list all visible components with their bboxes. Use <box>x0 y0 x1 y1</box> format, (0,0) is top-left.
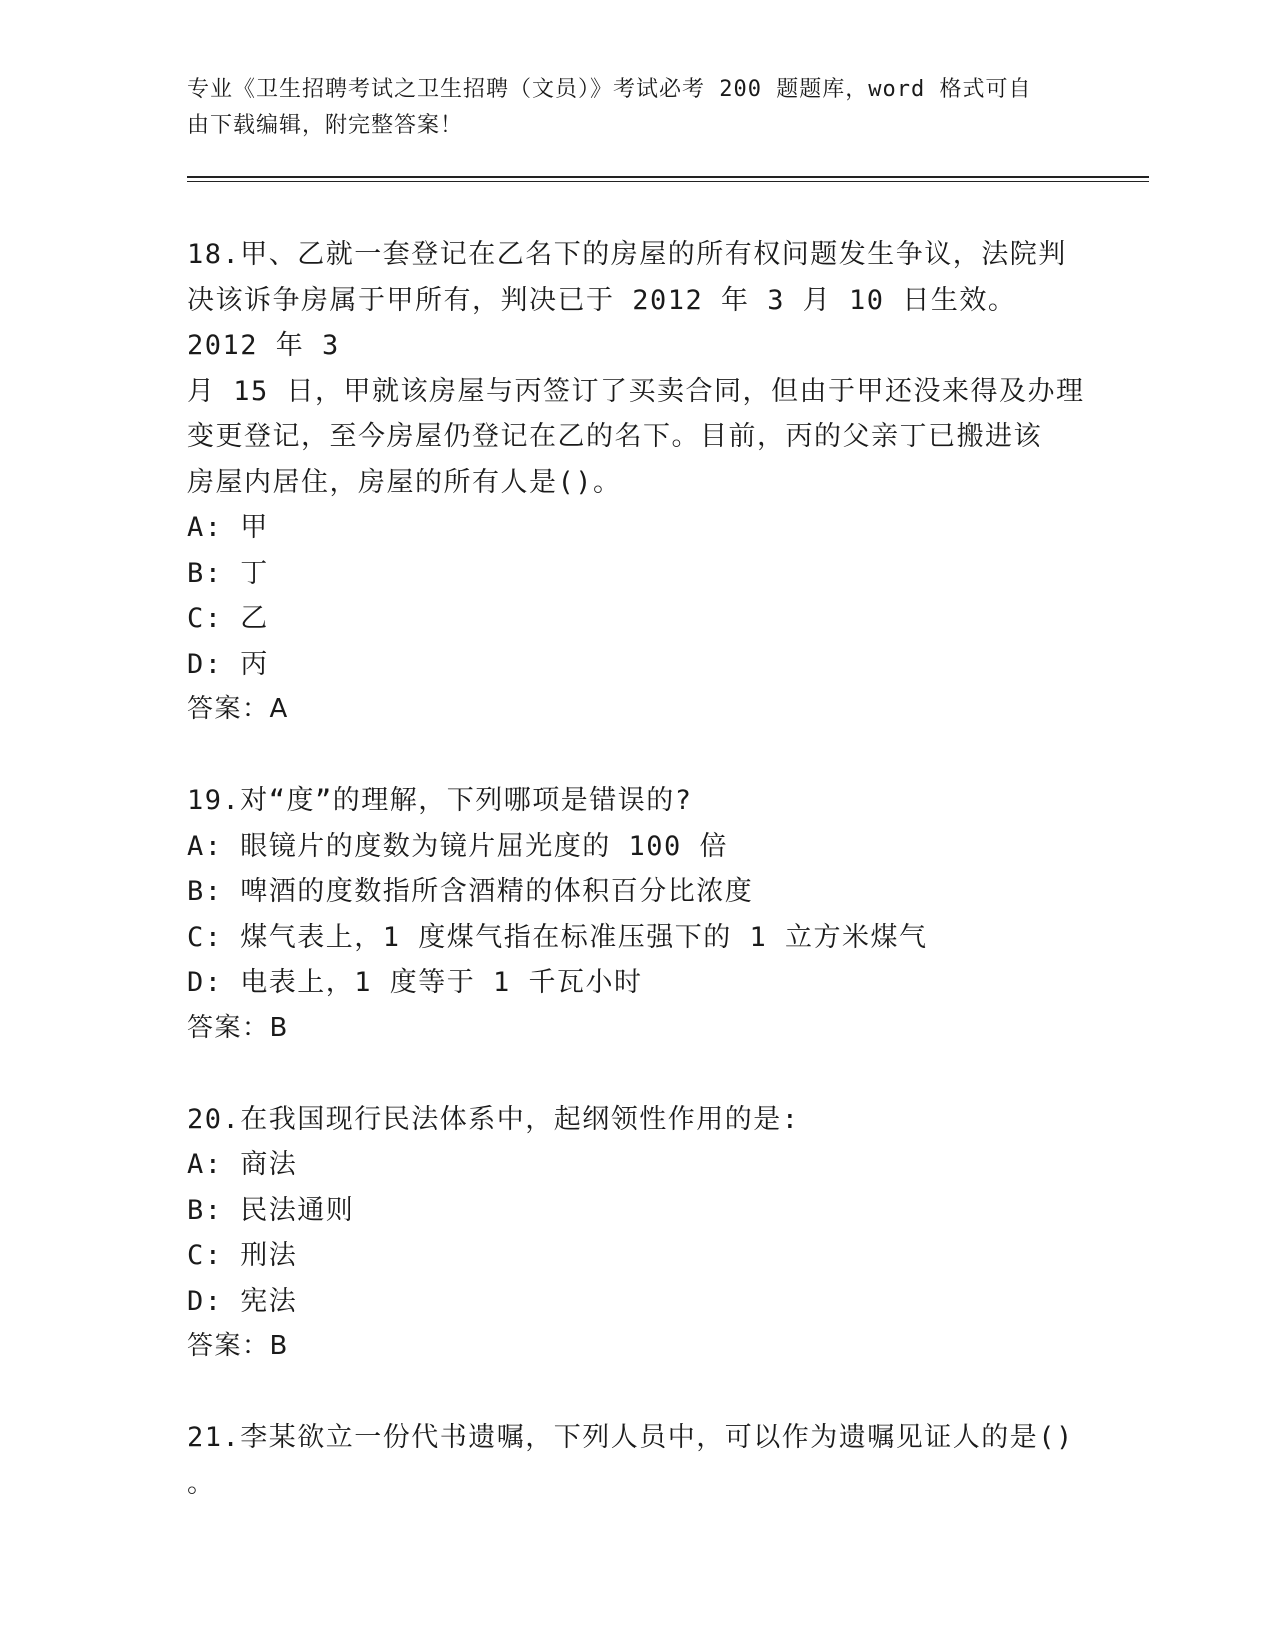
question-stem-line: 月 15 日，甲就该房屋与丙签订了买卖合同，但由于甲还没来得及办理 <box>187 375 1085 407</box>
answer-line: 答案：B <box>187 1331 289 1361</box>
question-stem-line: 19.对“度”的理解，下列哪项是错误的? <box>187 785 693 816</box>
option-d: D: 丙 <box>187 648 269 680</box>
question-stem-line: 18.甲、乙就一套登记在乙名下的房屋的所有权问题发生争议，法院判 <box>187 239 1067 270</box>
option-c: C: 刑法 <box>187 1240 298 1271</box>
option-c: C: 乙 <box>187 603 269 634</box>
option-c: C: 煤气表上，1 度煤气指在标准压强下的 1 立方米煤气 <box>187 921 928 953</box>
header-line-1: 专业《卫生招聘考试之卫生招聘（文员）》考试必考 200 题题库，word 格式可自 <box>187 77 1032 102</box>
header-divider-thick <box>187 176 1149 178</box>
option-a: A: 商法 <box>187 1149 298 1180</box>
question-21 <box>187 1415 1087 1506</box>
answer-line: 答案：A <box>187 694 289 724</box>
option-a: A: 甲 <box>187 512 269 543</box>
question-stem-line: 变更登记，至今房屋仍登记在乙的名下。目前，丙的父亲丁已搬进该 <box>187 421 1042 452</box>
header-divider-thin <box>187 181 1149 182</box>
question-stem-line: 21.李某欲立一份代书遗嘱，下列人员中，可以作为遗嘱见证人的是() <box>187 1422 1074 1453</box>
answer-line: 答案：B <box>187 1012 289 1043</box>
question-18 <box>187 232 1087 733</box>
question-stem-line: 20.在我国现行民法体系中，起纲领性作用的是: <box>187 1103 800 1135</box>
question-list <box>187 232 1087 1506</box>
question-stem-line: 。 <box>187 1467 216 1499</box>
question-19 <box>187 778 1087 1051</box>
option-d: D: 宪法 <box>187 1285 298 1317</box>
header-line-2: 由下载编辑，附完整答案！ <box>187 113 464 138</box>
option-b: B: 民法通则 <box>187 1194 355 1226</box>
option-b: B: 丁 <box>187 557 269 589</box>
option-d: D: 电表上，1 度等于 1 千瓦小时 <box>187 967 643 998</box>
document-header <box>187 72 1067 144</box>
option-a: A: 眼镜片的度数为镜片屈光度的 100 倍 <box>187 830 729 862</box>
option-b: B: 啤酒的度数指所含酒精的体积百分比浓度 <box>187 876 754 907</box>
question-stem-line: 决该诉争房属于甲所有，判决已于 2012 年 3 月 10 日生效。2012 年 3 <box>187 284 1017 361</box>
question-20 <box>187 1097 1087 1370</box>
question-stem-line: 房屋内居住，房屋的所有人是()。 <box>187 466 622 498</box>
